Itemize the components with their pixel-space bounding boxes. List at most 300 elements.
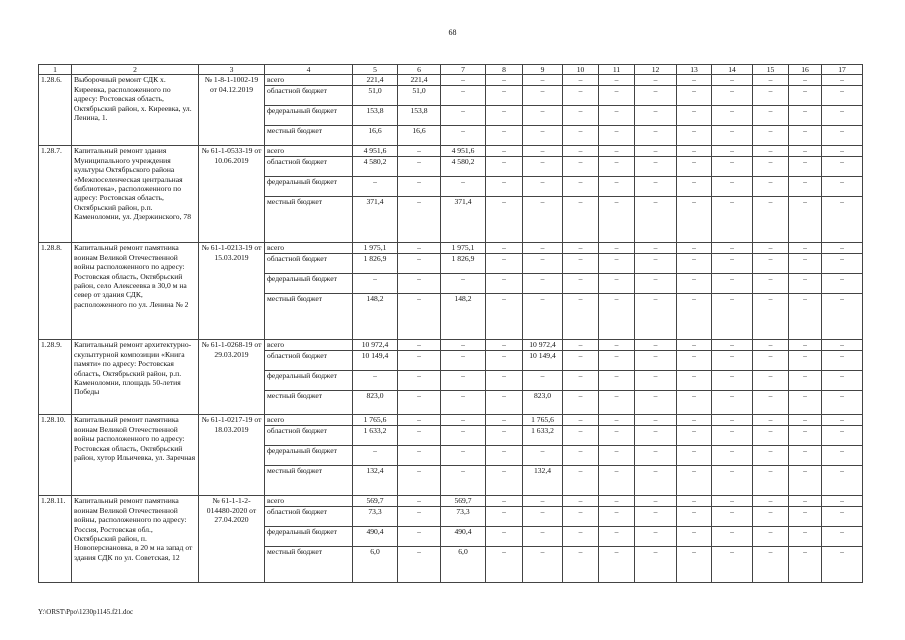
- value-cell: –: [712, 274, 753, 294]
- value-cell: –: [523, 146, 563, 157]
- value-cell: –: [563, 86, 599, 106]
- value-cell: –: [599, 86, 635, 106]
- document-ref: № 61-1-0213-19 от 15.03.2019: [199, 243, 265, 340]
- value-cell: –: [563, 340, 599, 351]
- value-cell: –: [712, 75, 753, 86]
- header-cell: 3: [199, 65, 265, 75]
- budget-source: местный бюджет: [265, 126, 353, 146]
- header-cell: 4: [265, 65, 353, 75]
- value-cell: –: [677, 496, 712, 507]
- value-cell: 569,7: [353, 496, 398, 507]
- value-cell: –: [753, 446, 789, 466]
- table-row: [39, 146, 863, 157]
- value-cell: –: [753, 254, 789, 274]
- value-cell: –: [789, 426, 822, 446]
- row-number: 1.28.9.: [39, 340, 72, 415]
- table-body: [39, 75, 863, 583]
- value-cell: 73,3: [441, 507, 486, 527]
- value-cell: –: [398, 446, 441, 466]
- budget-source: всего: [265, 415, 353, 426]
- value-cell: –: [486, 274, 523, 294]
- value-cell: –: [712, 340, 753, 351]
- value-cell: –: [753, 157, 789, 177]
- value-cell: –: [635, 75, 677, 86]
- value-cell: –: [753, 496, 789, 507]
- value-cell: –: [563, 274, 599, 294]
- value-cell: –: [712, 351, 753, 371]
- value-cell: –: [599, 75, 635, 86]
- value-cell: 569,7: [441, 496, 486, 507]
- value-cell: –: [753, 466, 789, 496]
- value-cell: –: [635, 294, 677, 340]
- value-cell: –: [523, 197, 563, 243]
- value-cell: –: [789, 274, 822, 294]
- value-cell: –: [486, 496, 523, 507]
- value-cell: 1 765,6: [523, 415, 563, 426]
- header-cell: 2: [72, 65, 199, 75]
- table-row: [39, 415, 863, 426]
- value-cell: –: [563, 547, 599, 583]
- value-cell: –: [441, 351, 486, 371]
- value-cell: –: [398, 371, 441, 391]
- value-cell: –: [677, 106, 712, 126]
- header-row: [39, 65, 863, 75]
- budget-source: всего: [265, 496, 353, 507]
- budget-table: [38, 64, 863, 583]
- value-cell: –: [441, 126, 486, 146]
- value-cell: –: [486, 340, 523, 351]
- budget-source: всего: [265, 243, 353, 254]
- value-cell: –: [398, 146, 441, 157]
- header-cell: 11: [599, 65, 635, 75]
- object-name: Капитальный ремонт памятника воинам Великой Отечественной войны расположенного по адресу: Ростовская область, Октябрьский район, хутор Ильичевка, ул. Заречная: [72, 415, 199, 496]
- value-cell: –: [677, 254, 712, 274]
- value-cell: –: [789, 371, 822, 391]
- value-cell: –: [599, 547, 635, 583]
- value-cell: –: [712, 254, 753, 274]
- value-cell: –: [789, 507, 822, 527]
- value-cell: –: [753, 415, 789, 426]
- value-cell: –: [712, 197, 753, 243]
- value-cell: –: [486, 157, 523, 177]
- value-cell: –: [599, 351, 635, 371]
- value-cell: –: [599, 446, 635, 466]
- value-cell: –: [441, 415, 486, 426]
- value-cell: –: [563, 106, 599, 126]
- value-cell: –: [677, 527, 712, 547]
- value-cell: –: [563, 243, 599, 254]
- value-cell: –: [822, 446, 863, 466]
- value-cell: –: [822, 415, 863, 426]
- header-cell: 14: [712, 65, 753, 75]
- value-cell: –: [486, 106, 523, 126]
- value-cell: 4 951,6: [353, 146, 398, 157]
- document-ref: № 61-1-1-2-014480-2020 от 27.04.2020: [199, 496, 265, 583]
- value-cell: –: [523, 86, 563, 106]
- value-cell: –: [789, 391, 822, 415]
- value-cell: 10 972,4: [353, 340, 398, 351]
- value-cell: –: [753, 351, 789, 371]
- value-cell: –: [753, 391, 789, 415]
- value-cell: –: [635, 106, 677, 126]
- value-cell: –: [441, 75, 486, 86]
- value-cell: –: [822, 507, 863, 527]
- value-cell: –: [753, 126, 789, 146]
- value-cell: –: [822, 75, 863, 86]
- object-name: Выборочный ремонт СДК х. Киреевка, расположенного по адресу: Ростовская область, Октябрьский район, х. Киреевка, ул. Ленина, 1.: [72, 75, 199, 146]
- value-cell: –: [753, 371, 789, 391]
- value-cell: –: [486, 527, 523, 547]
- value-cell: –: [441, 340, 486, 351]
- value-cell: –: [635, 415, 677, 426]
- value-cell: –: [563, 157, 599, 177]
- value-cell: –: [523, 126, 563, 146]
- header-cell: 13: [677, 65, 712, 75]
- value-cell: –: [635, 371, 677, 391]
- value-cell: –: [398, 340, 441, 351]
- value-cell: –: [677, 75, 712, 86]
- value-cell: –: [753, 274, 789, 294]
- value-cell: –: [398, 496, 441, 507]
- value-cell: –: [563, 415, 599, 426]
- value-cell: –: [599, 466, 635, 496]
- value-cell: –: [822, 274, 863, 294]
- value-cell: –: [398, 274, 441, 294]
- value-cell: –: [677, 446, 712, 466]
- value-cell: –: [753, 106, 789, 126]
- value-cell: –: [677, 157, 712, 177]
- value-cell: –: [486, 426, 523, 446]
- value-cell: –: [712, 157, 753, 177]
- value-cell: –: [635, 274, 677, 294]
- value-cell: –: [486, 446, 523, 466]
- value-cell: 4 951,6: [441, 146, 486, 157]
- value-cell: –: [789, 294, 822, 340]
- value-cell: 10 149,4: [523, 351, 563, 371]
- value-cell: –: [599, 254, 635, 274]
- value-cell: –: [486, 86, 523, 106]
- row-number: 1.28.11.: [39, 496, 72, 583]
- value-cell: –: [635, 466, 677, 496]
- value-cell: –: [353, 371, 398, 391]
- value-cell: –: [563, 496, 599, 507]
- value-cell: –: [822, 547, 863, 583]
- budget-source: областной бюджет: [265, 254, 353, 274]
- value-cell: –: [486, 75, 523, 86]
- value-cell: –: [523, 294, 563, 340]
- value-cell: –: [789, 340, 822, 351]
- row-number: 1.28.6.: [39, 75, 72, 146]
- value-cell: –: [822, 177, 863, 197]
- value-cell: –: [523, 371, 563, 391]
- table-header: [39, 65, 863, 75]
- value-cell: –: [712, 527, 753, 547]
- value-cell: –: [523, 75, 563, 86]
- value-cell: –: [635, 126, 677, 146]
- value-cell: 1 826,9: [353, 254, 398, 274]
- header-cell: 10: [563, 65, 599, 75]
- value-cell: –: [822, 426, 863, 446]
- value-cell: –: [486, 351, 523, 371]
- value-cell: –: [441, 274, 486, 294]
- value-cell: –: [712, 106, 753, 126]
- value-cell: –: [789, 177, 822, 197]
- value-cell: –: [441, 106, 486, 126]
- value-cell: –: [486, 146, 523, 157]
- value-cell: –: [753, 294, 789, 340]
- table-row: [39, 243, 863, 254]
- value-cell: 221,4: [398, 75, 441, 86]
- value-cell: 823,0: [523, 391, 563, 415]
- value-cell: –: [523, 527, 563, 547]
- value-cell: 73,3: [353, 507, 398, 527]
- value-cell: –: [753, 527, 789, 547]
- value-cell: –: [599, 157, 635, 177]
- value-cell: –: [822, 197, 863, 243]
- value-cell: –: [635, 496, 677, 507]
- value-cell: 4 580,2: [441, 157, 486, 177]
- row-number: 1.28.7.: [39, 146, 72, 243]
- value-cell: –: [353, 177, 398, 197]
- value-cell: –: [712, 415, 753, 426]
- budget-source: местный бюджет: [265, 391, 353, 415]
- value-cell: –: [635, 507, 677, 527]
- value-cell: –: [563, 197, 599, 243]
- header-cell: 6: [398, 65, 441, 75]
- value-cell: –: [398, 351, 441, 371]
- value-cell: –: [822, 351, 863, 371]
- value-cell: 132,4: [523, 466, 563, 496]
- header-cell: 17: [822, 65, 863, 75]
- value-cell: –: [822, 371, 863, 391]
- value-cell: –: [398, 527, 441, 547]
- value-cell: 153,8: [398, 106, 441, 126]
- value-cell: –: [789, 146, 822, 157]
- value-cell: –: [712, 86, 753, 106]
- value-cell: –: [398, 547, 441, 583]
- value-cell: –: [486, 547, 523, 583]
- value-cell: –: [635, 426, 677, 446]
- value-cell: –: [753, 197, 789, 243]
- value-cell: –: [599, 197, 635, 243]
- value-cell: –: [822, 126, 863, 146]
- value-cell: –: [599, 527, 635, 547]
- value-cell: 1 975,1: [441, 243, 486, 254]
- value-cell: –: [599, 243, 635, 254]
- value-cell: –: [677, 415, 712, 426]
- value-cell: –: [712, 126, 753, 146]
- value-cell: –: [398, 243, 441, 254]
- value-cell: 16,6: [353, 126, 398, 146]
- value-cell: –: [789, 254, 822, 274]
- value-cell: –: [712, 466, 753, 496]
- value-cell: –: [441, 177, 486, 197]
- value-cell: –: [677, 371, 712, 391]
- value-cell: 16,6: [398, 126, 441, 146]
- value-cell: –: [523, 507, 563, 527]
- value-cell: –: [712, 146, 753, 157]
- value-cell: –: [398, 157, 441, 177]
- value-cell: –: [789, 197, 822, 243]
- value-cell: –: [441, 371, 486, 391]
- value-cell: –: [563, 75, 599, 86]
- value-cell: –: [486, 466, 523, 496]
- value-cell: –: [599, 340, 635, 351]
- header-cell: 1: [39, 65, 72, 75]
- value-cell: –: [398, 426, 441, 446]
- value-cell: –: [822, 146, 863, 157]
- value-cell: –: [635, 446, 677, 466]
- value-cell: 1 975,1: [353, 243, 398, 254]
- value-cell: –: [712, 547, 753, 583]
- budget-source: областной бюджет: [265, 86, 353, 106]
- value-cell: –: [398, 197, 441, 243]
- value-cell: –: [789, 106, 822, 126]
- value-cell: –: [353, 274, 398, 294]
- value-cell: –: [712, 507, 753, 527]
- value-cell: –: [599, 106, 635, 126]
- value-cell: –: [563, 446, 599, 466]
- value-cell: –: [712, 446, 753, 466]
- value-cell: –: [563, 527, 599, 547]
- value-cell: –: [563, 146, 599, 157]
- value-cell: 1 633,2: [523, 426, 563, 446]
- value-cell: –: [789, 126, 822, 146]
- value-cell: –: [677, 274, 712, 294]
- value-cell: –: [677, 177, 712, 197]
- value-cell: 132,4: [353, 466, 398, 496]
- value-cell: –: [753, 340, 789, 351]
- budget-source: федеральный бюджет: [265, 371, 353, 391]
- value-cell: –: [523, 496, 563, 507]
- document-ref: № 61-1-0533-19 от 10.06.2019: [199, 146, 265, 243]
- value-cell: –: [677, 340, 712, 351]
- value-cell: –: [822, 243, 863, 254]
- value-cell: –: [563, 126, 599, 146]
- value-cell: –: [398, 177, 441, 197]
- value-cell: –: [523, 446, 563, 466]
- value-cell: 148,2: [441, 294, 486, 340]
- value-cell: –: [712, 177, 753, 197]
- row-number: 1.28.8.: [39, 243, 72, 340]
- value-cell: –: [712, 243, 753, 254]
- value-cell: –: [563, 426, 599, 446]
- value-cell: –: [822, 157, 863, 177]
- value-cell: –: [599, 426, 635, 446]
- value-cell: –: [753, 177, 789, 197]
- page-number: 68: [448, 28, 457, 37]
- value-cell: –: [635, 243, 677, 254]
- value-cell: –: [523, 177, 563, 197]
- value-cell: –: [753, 146, 789, 157]
- value-cell: 490,4: [441, 527, 486, 547]
- value-cell: 148,2: [353, 294, 398, 340]
- value-cell: –: [677, 426, 712, 446]
- value-cell: –: [677, 391, 712, 415]
- value-cell: –: [677, 466, 712, 496]
- value-cell: –: [635, 197, 677, 243]
- value-cell: –: [789, 466, 822, 496]
- value-cell: –: [822, 254, 863, 274]
- value-cell: –: [635, 527, 677, 547]
- header-cell: 12: [635, 65, 677, 75]
- object-name: Капитальный ремонт здания Муниципального учреждения культуры Октябрьского района «Межпоселенческая центральная библиотека», расположенного по адресу: Ростовская область, Октябрьский район, р.п. Каменоломни, ул. Дзержинского, 78: [72, 146, 199, 243]
- value-cell: –: [789, 86, 822, 106]
- value-cell: –: [635, 391, 677, 415]
- value-cell: 371,4: [441, 197, 486, 243]
- value-cell: –: [563, 371, 599, 391]
- document-ref: № 1-8-1-1002-19 от 04.12.2019: [199, 75, 265, 146]
- value-cell: –: [563, 391, 599, 415]
- value-cell: –: [486, 197, 523, 243]
- value-cell: –: [822, 86, 863, 106]
- value-cell: –: [563, 507, 599, 527]
- value-cell: –: [599, 274, 635, 294]
- value-cell: –: [441, 466, 486, 496]
- value-cell: –: [822, 106, 863, 126]
- budget-source: всего: [265, 75, 353, 86]
- budget-source: местный бюджет: [265, 466, 353, 496]
- value-cell: –: [599, 371, 635, 391]
- value-cell: –: [599, 177, 635, 197]
- value-cell: –: [635, 351, 677, 371]
- value-cell: 4 580,2: [353, 157, 398, 177]
- value-cell: –: [523, 274, 563, 294]
- budget-source: федеральный бюджет: [265, 177, 353, 197]
- value-cell: –: [635, 146, 677, 157]
- object-name: Капитальный ремонт архитектурно-скульптурной композиции «Книга памяти» по адресу: Ростовская область, Октябрьский район, р.п. Каменоломни, площадь 50-летия Победы: [72, 340, 199, 415]
- value-cell: –: [486, 177, 523, 197]
- value-cell: –: [753, 86, 789, 106]
- value-cell: –: [599, 496, 635, 507]
- value-cell: –: [441, 446, 486, 466]
- value-cell: –: [822, 496, 863, 507]
- value-cell: 1 633,2: [353, 426, 398, 446]
- value-cell: –: [441, 426, 486, 446]
- file-path-footer: Y:\ORST\Ppo\1230p1145.f21.doc: [38, 608, 134, 616]
- header-cell: 9: [523, 65, 563, 75]
- budget-source: областной бюджет: [265, 351, 353, 371]
- value-cell: 6,0: [441, 547, 486, 583]
- value-cell: –: [398, 254, 441, 274]
- value-cell: –: [822, 391, 863, 415]
- value-cell: –: [523, 243, 563, 254]
- value-cell: –: [563, 254, 599, 274]
- value-cell: –: [441, 391, 486, 415]
- value-cell: –: [486, 243, 523, 254]
- value-cell: –: [398, 391, 441, 415]
- value-cell: –: [822, 466, 863, 496]
- value-cell: –: [486, 507, 523, 527]
- object-name: Капитальный ремонт памятника воинам Великой Отечественной войны расположенного по адресу: Ростовская область, Октябрьский район, село Алексеевка в 30,0 м на север от здания СДК, расположенного по ул. Ленина № 2: [72, 243, 199, 340]
- table-row: [39, 496, 863, 507]
- value-cell: –: [563, 466, 599, 496]
- value-cell: –: [635, 340, 677, 351]
- value-cell: –: [822, 340, 863, 351]
- value-cell: –: [398, 466, 441, 496]
- value-cell: –: [789, 446, 822, 466]
- budget-source: всего: [265, 146, 353, 157]
- value-cell: 490,4: [353, 527, 398, 547]
- value-cell: 823,0: [353, 391, 398, 415]
- value-cell: –: [563, 294, 599, 340]
- budget-source: областной бюджет: [265, 157, 353, 177]
- value-cell: –: [753, 426, 789, 446]
- value-cell: –: [677, 126, 712, 146]
- value-cell: –: [599, 294, 635, 340]
- value-cell: 10 972,4: [523, 340, 563, 351]
- value-cell: –: [753, 243, 789, 254]
